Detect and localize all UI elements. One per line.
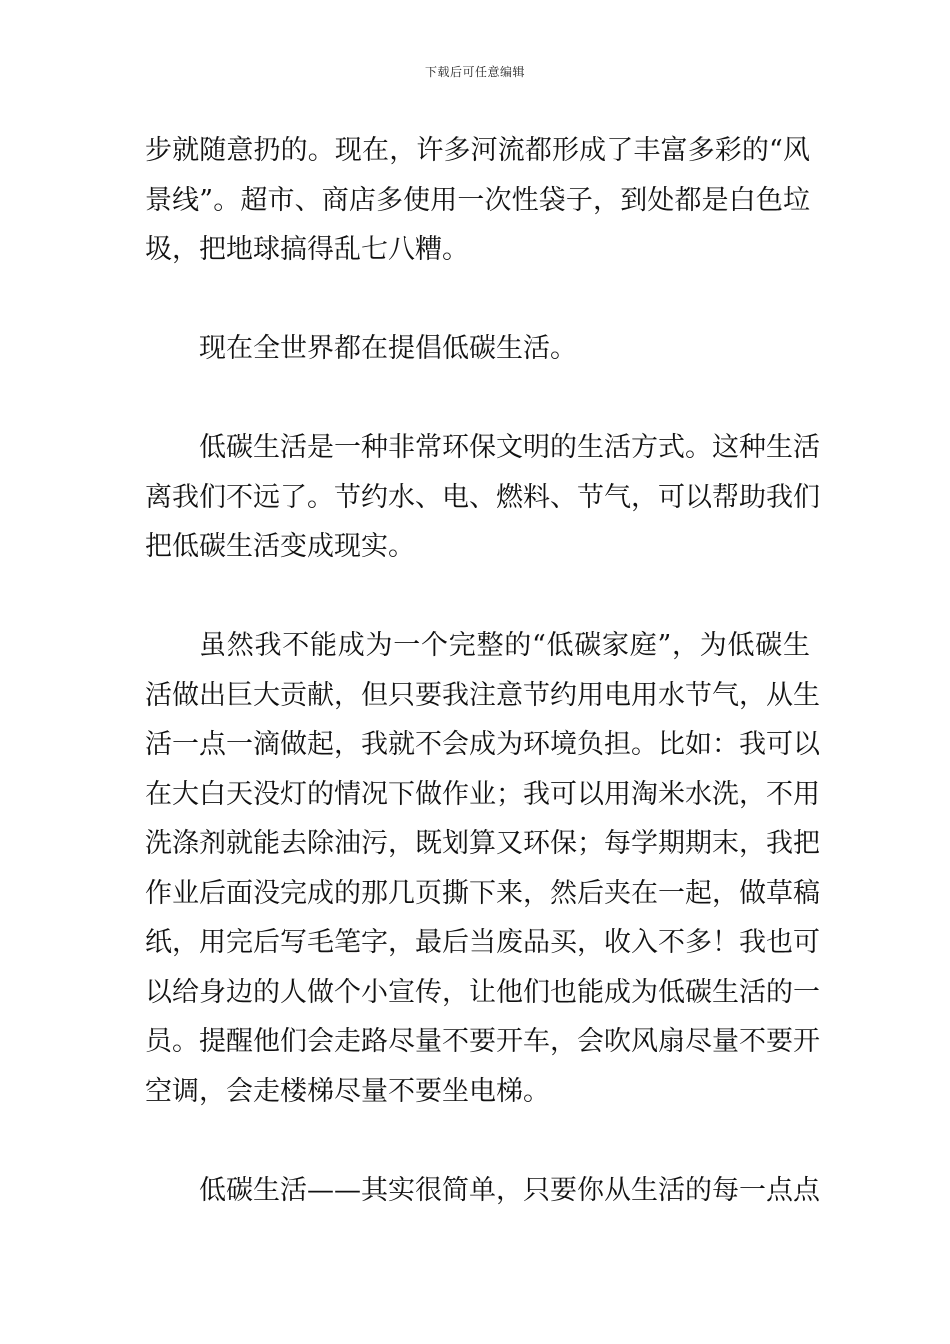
page-header: 下载后可任意编辑	[424, 65, 525, 79]
paragraph-2-line-1: 现在全世界都在提倡低碳生活。	[199, 333, 577, 364]
paragraph-4-line-2: 活做出巨大贡献，但只要我注意节约用电用水节气，从生	[145, 680, 820, 711]
paragraph-4-line-10: 空调，会走楼梯尽量不要坐电梯。	[145, 1076, 550, 1107]
paragraph-1-line-1: 步就随意扔的。现在，许多河流都形成了丰富多彩的“风	[145, 135, 810, 166]
paragraph-4-line-8: 以给身边的人做个小宣传，让他们也能成为低碳生活的一	[145, 977, 820, 1008]
paragraph-4-line-9: 员。提醒他们会走路尽量不要开车，会吹风扇尽量不要开	[145, 1026, 820, 1057]
paragraph-4-line-6: 作业后面没完成的那几页撕下来，然后夹在一起，做草稿	[145, 878, 820, 909]
paragraph-1-line-3: 圾，把地球搞得乱七八糟。	[145, 234, 469, 265]
paragraph-4-line-7: 纸，用完后写毛笔字，最后当废品买，收入不多！我也可	[145, 927, 820, 958]
paragraph-4-line-5: 洗涤剂就能去除油污，既划算又环保；每学期期末，我把	[145, 828, 820, 859]
paragraph-3-line-1: 低碳生活是一种非常环保文明的生活方式。这种生活	[199, 432, 820, 463]
paragraph-4-line-4: 在大白天没灯的情况下做作业；我可以用淘米水洗，不用	[145, 779, 820, 810]
paragraph-1-line-2: 景线”。超市、商店多使用一次性袋子，到处都是白色垃	[145, 185, 810, 216]
paragraph-3-line-2: 离我们不远了。节约水、电、燃料、节气，可以帮助我们	[145, 482, 820, 513]
paragraph-5-line-1: 低碳生活——其实很简单，只要你从生活的每一点点	[199, 1175, 820, 1206]
paragraph-4-line-1: 虽然我不能成为一个完整的“低碳家庭”，为低碳生	[199, 630, 810, 661]
paragraph-3-line-3: 把低碳生活变成现实。	[145, 531, 415, 562]
paragraph-4-line-3: 活一点一滴做起，我就不会成为环境负担。比如：我可以	[145, 729, 820, 760]
